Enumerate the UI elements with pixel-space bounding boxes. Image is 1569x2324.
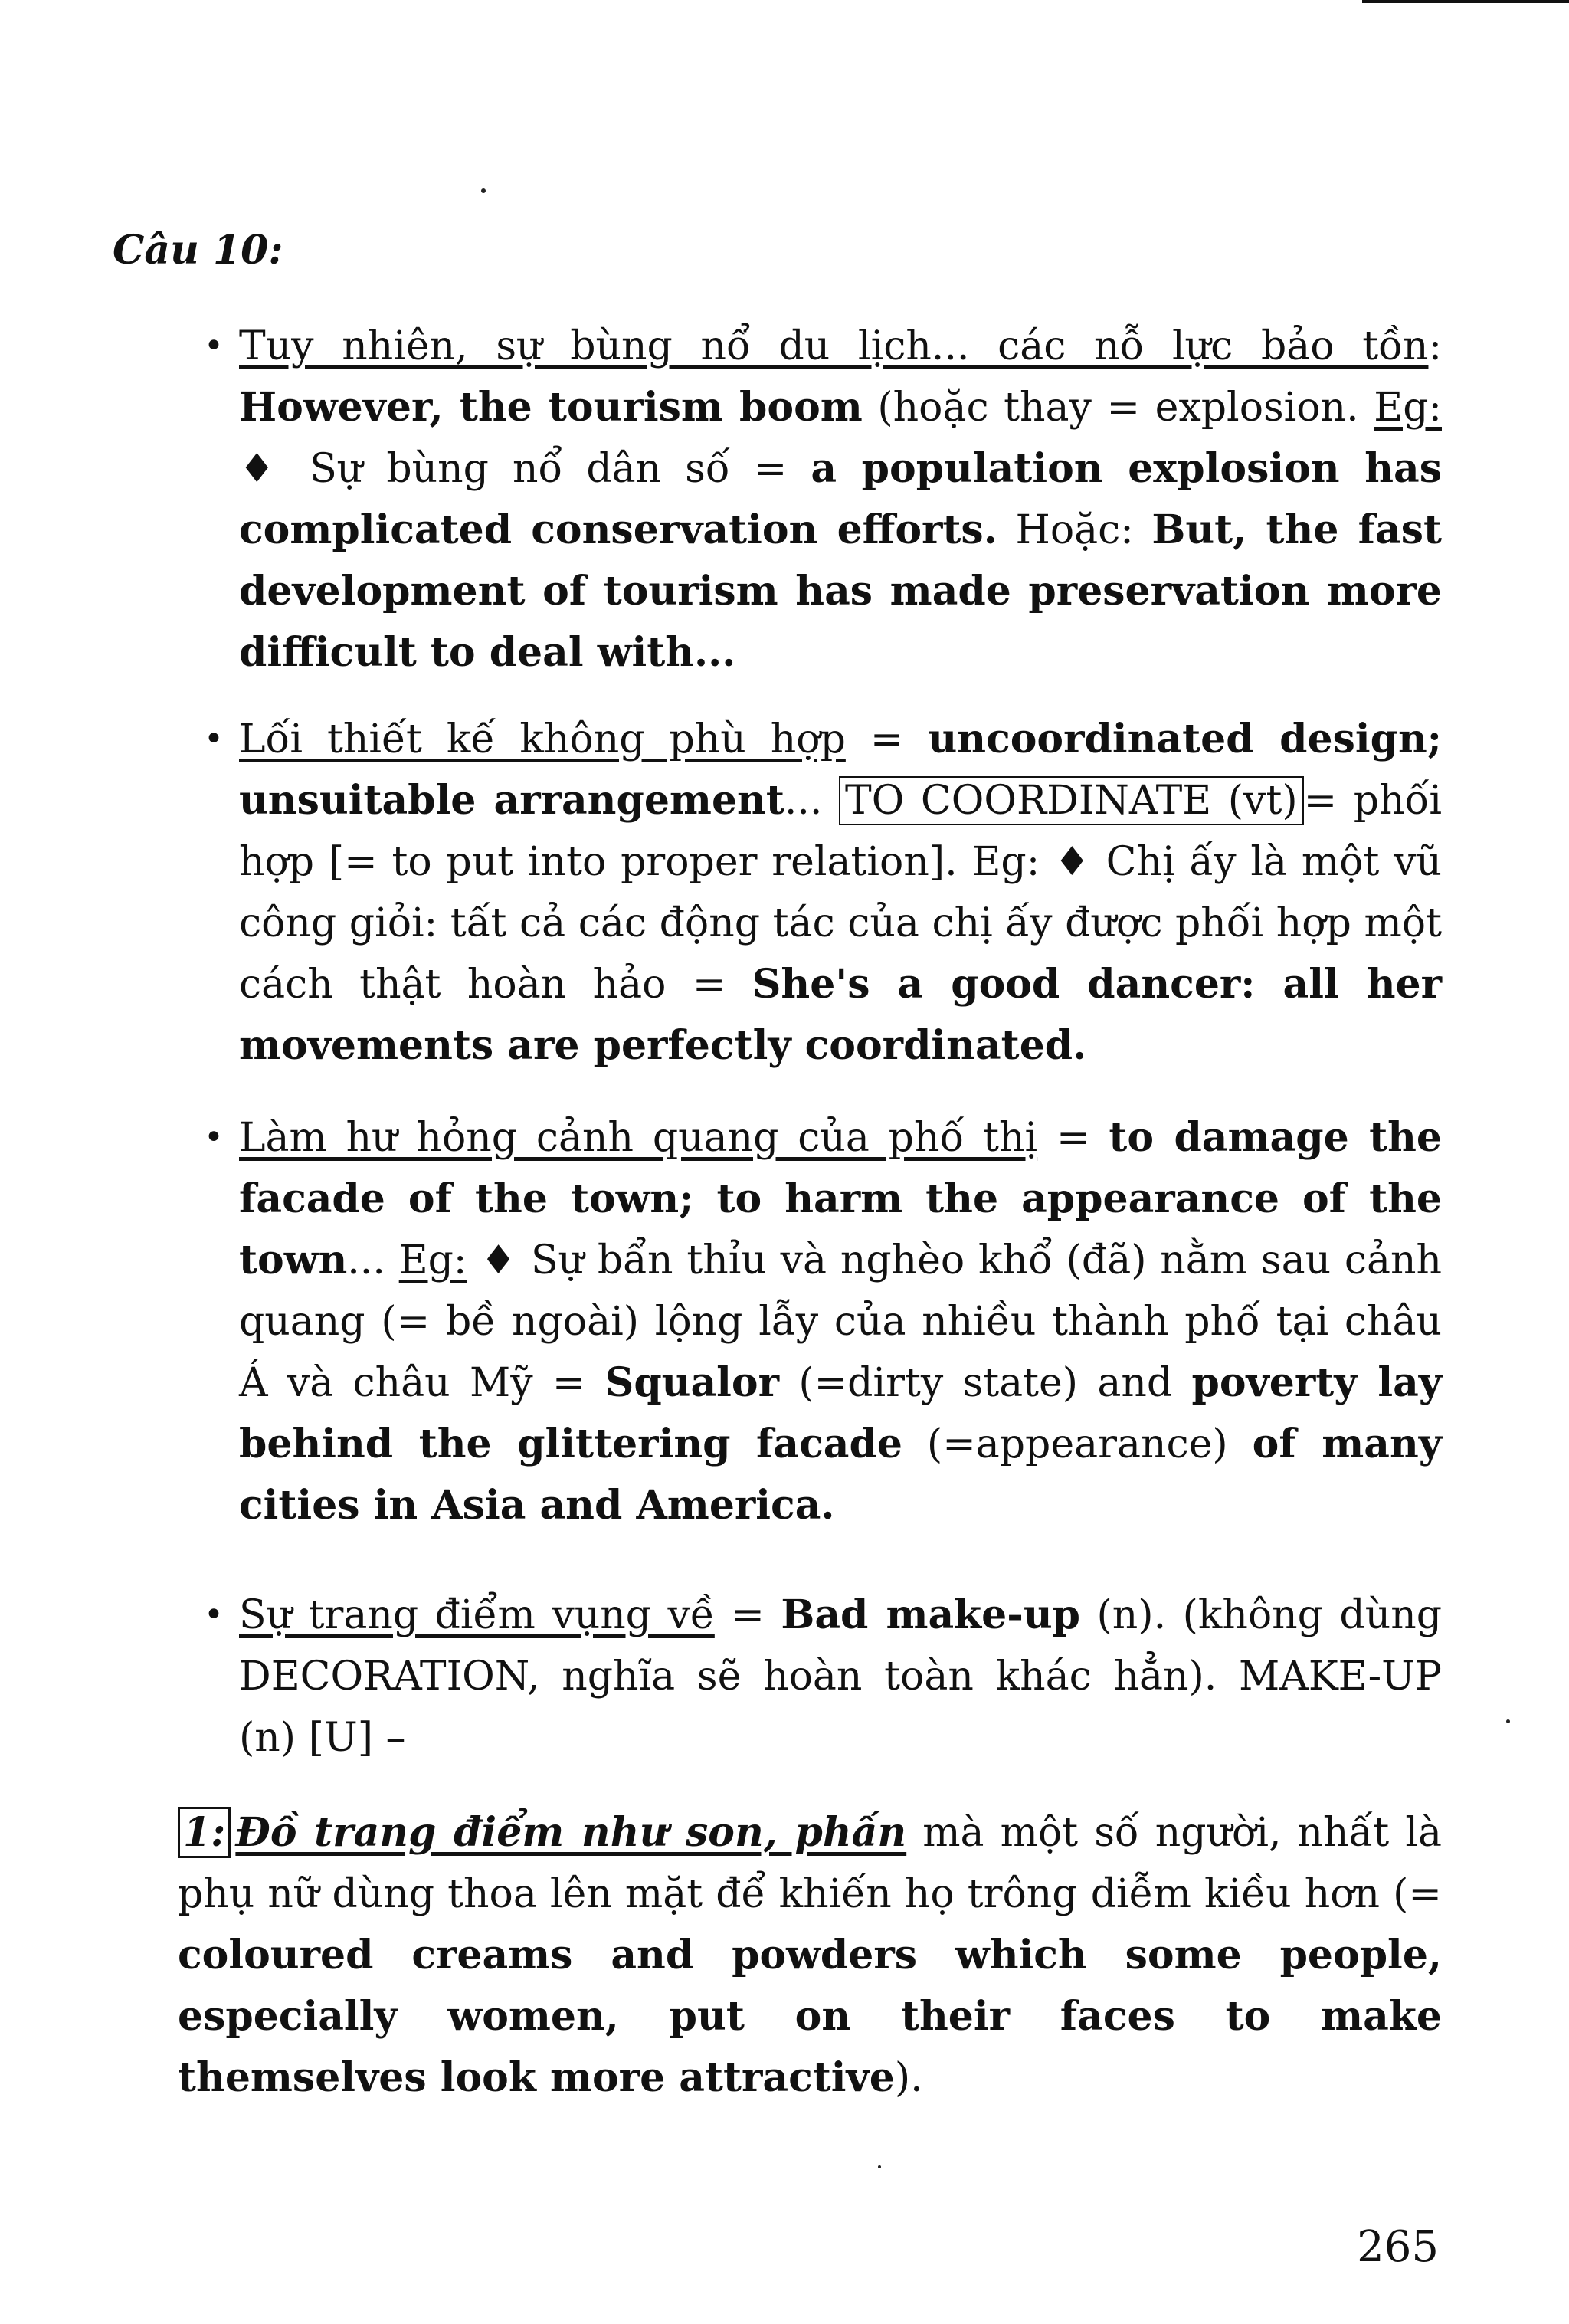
question-heading: Câu 10: [113,227,283,274]
text: = [714,1592,781,1638]
bullet-icon: • [204,1595,224,1634]
vietnamese-phrase: Lối thiết kế không phù hợp [239,716,846,762]
vietnamese-phrase: Sự trang điểm vụng về [239,1592,715,1638]
text: ♦ Sự bẩn thỉu và nghèo khổ (đã) nằm sau cảnh quang (= bề ngoài) lộng lẫy của nhiều thành phố tại châu Á và châu Mỹ = [239,1237,1442,1406]
example-english: poverty lay behind the glittering facade [239,1359,1443,1467]
entry-damage-facade [204,1107,1443,1536]
entry-text [239,709,1442,1077]
text: ... [784,778,840,824]
text: ♦ Sự bùng nổ dân số = [239,446,811,492]
text: : [1428,323,1442,369]
top-rule [1362,0,1569,3]
eg-label: Eg: [398,1237,467,1283]
text: (=appearance) [902,1421,1253,1467]
english-phrase: uncoordinated design; unsuitable arrangement [239,716,1442,824]
page-number: 265 [1357,2222,1439,2272]
text: (hoặc thay = explosion. [862,385,1374,431]
entry-tourism-boom [204,316,1443,683]
english-phrase: to damage the facade of the town; to harm the appearance of the town [239,1114,1442,1283]
text: (n). (không dùng DECORATION, nghĩa sẽ hoàn toàn khác hẳn). MAKE-UP (n) [U] – [239,1592,1442,1761]
eg-label: Eg: [1374,385,1442,431]
scan-speck [1506,1719,1510,1723]
example-english: of many cities in Asia and America. [239,1421,1442,1529]
bullet-icon: • [204,1118,224,1157]
alt-english: But, the fast development of tourism has made preservation more difficult to deal with... [239,506,1443,676]
definition-term: Đồ trang điểm như son, phấn [235,1809,907,1856]
entry-text [239,316,1442,683]
example-english: Squalor [604,1359,780,1406]
vietnamese-phrase: Làm hư hỏng cảnh quang của phố thị [239,1115,1038,1161]
headword-box: TO COORDINATE (vt) [839,776,1304,825]
text: ). [894,2055,923,2101]
bullet-icon: • [204,719,224,759]
definition-text [178,1802,1442,2109]
text: = [1037,1115,1109,1161]
text: = phối hợp [= to put into proper relation]. Eg: ♦ Chị ấy là một vũ công giỏi: tất cả các động tác của chị ấy được phối hợp một cách thật hoàn hảo = [239,778,1443,1008]
english-phrase: Bad make-up [781,1591,1081,1638]
scan-speck [481,188,486,193]
scan-speck [878,2165,881,2168]
example-english: She's a good dancer: all her movements are perfectly coordinated. [239,961,1443,1069]
english-phrase: However, the tourism boom [239,384,863,431]
text: ... [347,1237,399,1283]
entry-uncoordinated-design [204,709,1443,1077]
definition-english: coloured creams and powders which some people, especially women, put on their faces to make themselves look more attractive [178,1932,1442,2101]
text: = [845,716,929,762]
text: mà một số người, nhất là phụ nữ dùng thoa lên mặt để khiến họ trông diễm kiều hơn (= [178,1810,1442,1917]
text: Hoặc: [997,507,1152,553]
example-english: a population explosion has complicated conservation efforts. [239,445,1442,553]
entry-text [239,1107,1442,1536]
vietnamese-phrase: Tuy nhiên, sự bùng nổ du lịch... các nỗ lực bảo tồn [239,323,1429,369]
sense-number: 1: [178,1807,231,1858]
definition-block [178,1802,1442,2109]
text: (=dirty state) and [779,1360,1192,1406]
bullet-icon: • [204,326,224,365]
entry-text [239,1585,1442,1768]
entry-bad-makeup [204,1585,1442,1768]
